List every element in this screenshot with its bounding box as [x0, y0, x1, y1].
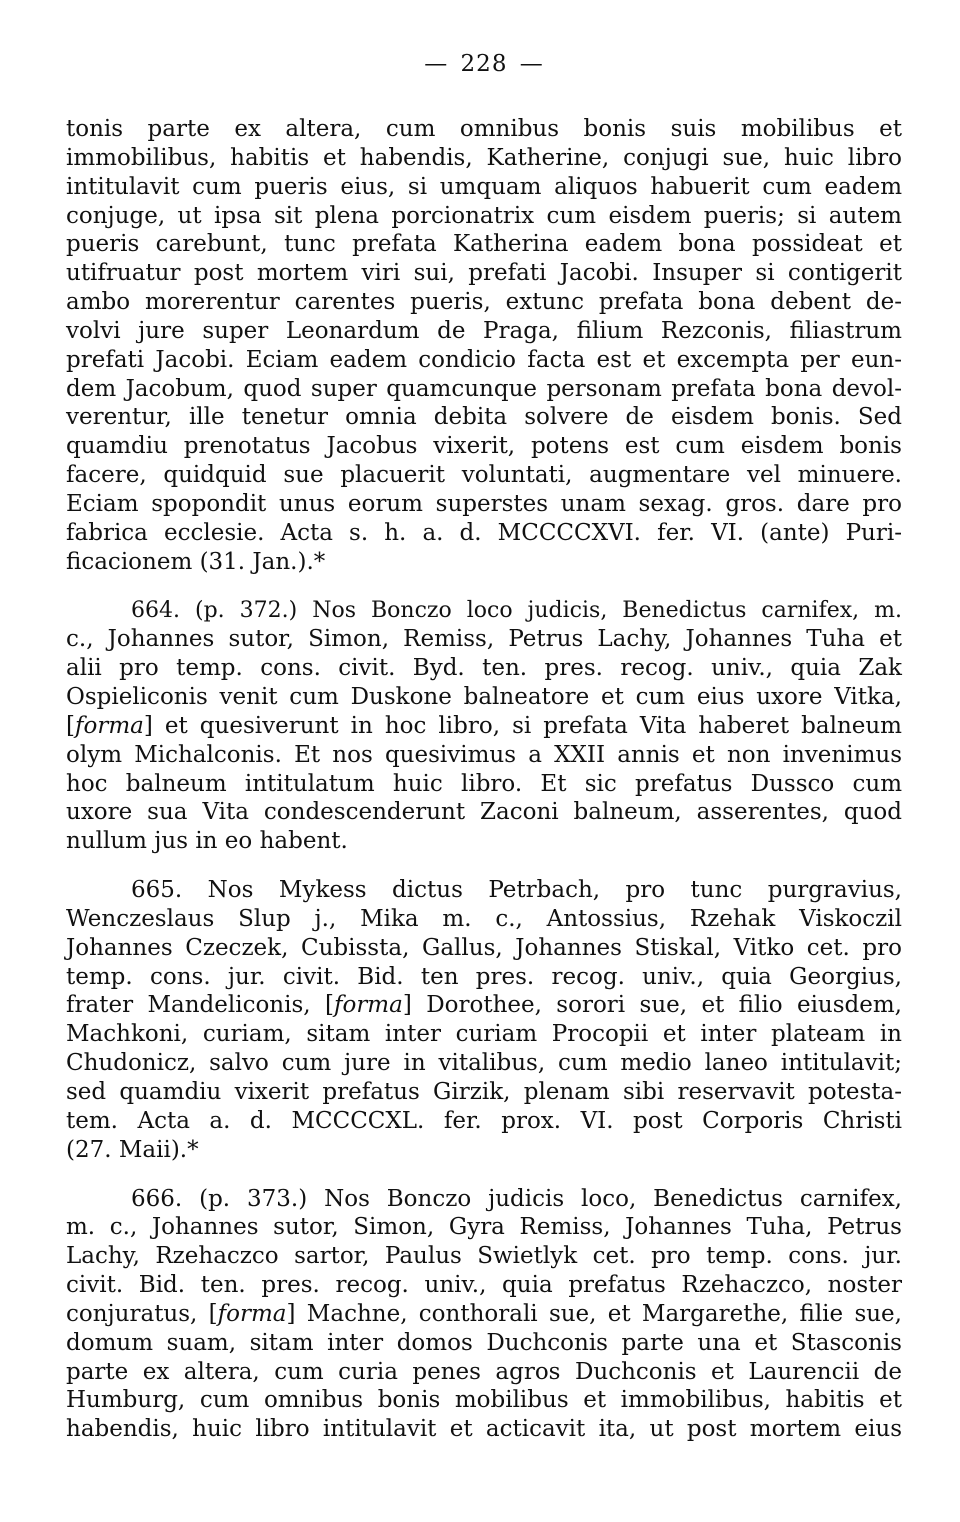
text-line: 664. (p. 372.) Nos Bonczo loco judicis, Benedictus carnifex, m. — [131, 597, 902, 623]
text-line: volvi jure super Leonardum de Praga, filium Rezconis, filiastrum — [66, 317, 902, 344]
text-line: sed quamdiu vixerit prefatus Girzik, plenam sibi reservavit potesta- — [66, 1079, 902, 1105]
text-line: intitulavit cum pueris eius, si umquam aliquos habuerit cum eadem — [66, 173, 902, 200]
text-line: 666. (p. 373.) Nos Bonczo judicis loco, Benedictus carnifex, — [131, 1185, 902, 1212]
text-line: quamdiu prenotatus Jacobus vixerit, potens est cum eisdem bonis — [66, 433, 902, 460]
text-line: tem. Acta a. d. MCCCCXL. fer. prox. VI. post Corporis Christi — [66, 1107, 902, 1134]
text-line: fabrica ecclesie. Acta s. h. a. d. MCCCCXVI. fer. VI. (ante) Puri- — [66, 519, 902, 546]
text-line: 665. Nos Mykess dictus Petrbach, pro tunc purgravius, — [131, 877, 902, 904]
text-line: facere, quidquid sue placuerit voluntati, augmentare vel minuere. — [66, 462, 902, 489]
text-line: frater Mandeliconis, [forma] Dorothee, sorori sue, et filio eiusdem, — [66, 992, 902, 1019]
paragraph-continuation — [66, 115, 902, 577]
text-line: pueris carebunt, tunc prefata Katherina eadem bona possideat et — [66, 231, 902, 258]
text-line: Eciam spopondit unus eorum superstes unam sexag. gros. dare pro — [66, 490, 902, 517]
text-line: m. c., Johannes sutor, Simon, Gyra Remiss, Johannes Tuha, Petrus — [66, 1214, 902, 1241]
page-number-right-dash: — — [519, 51, 544, 77]
text-line: ambo morerentur carentes pueris, extunc prefata bona debent de- — [66, 289, 902, 316]
text-line: alii pro temp. cons. civit. Byd. ten. pres. recog. univ., quia Zak — [66, 655, 902, 682]
text-line: Lachy, Rzehaczco sartor, Paulus Swietlyk cet. pro temp. cons. jur. — [66, 1243, 902, 1270]
text-line: Johannes Czeczek, Cubissta, Gallus, Johannes Stiskal, Vitko cet. pro — [66, 934, 902, 961]
text-line: (27. Maii).* — [66, 1136, 199, 1163]
text-line: civit. Bid. ten. pres. recog. univ., quia prefatus Rzehaczco, noster — [66, 1272, 902, 1299]
forma-marker: forma — [333, 992, 403, 1019]
forma-marker: forma — [217, 1300, 287, 1327]
paragraph-entry-666 — [66, 1185, 902, 1445]
text-line: conjuratus, [forma] Machne, conthorali sue, et Margarethe, filie sue, — [66, 1300, 902, 1327]
text-line: Humburg, cum omnibus bonis mobilibus et immobilibus, habitis et — [66, 1387, 902, 1414]
text-line: domum suam, sitam inter domos Duchconis parte una et Stasconis — [66, 1329, 902, 1356]
forma-marker: forma — [74, 712, 144, 739]
text-line: nullum jus in eo habent. — [66, 828, 348, 855]
text-line: Chudonicz, salvo cum jure in vitalibus, cum medio laneo intitulavit; — [66, 1050, 902, 1077]
text-line: dem Jacobum, quod super quamcunque personam prefata bona devol- — [66, 375, 902, 402]
text-line: Wenczeslaus Slup j., Mika m. c., Antossius, Rzehak Viskoczil — [66, 905, 902, 932]
text-line: ficacionem (31. Jan.).* — [66, 548, 326, 575]
text-line: tonis parte ex altera, cum omnibus bonis suis mobilibus et — [66, 116, 902, 142]
page-number-value: 228 — [460, 51, 508, 77]
page-number-left-dash: — — [424, 51, 449, 77]
paragraph-entry-665 — [66, 876, 902, 1164]
text-line: uxore sua Vita condescenderunt Zaconi balneum, asserentes, quod — [66, 799, 902, 826]
text-line: prefati Jacobi. Eciam eadem condicio facta est et excempta per eun- — [66, 346, 902, 373]
text-line: parte ex altera, cum curia penes agros Duchconis et Laurencii de — [66, 1358, 902, 1385]
text-line: verentur, ille tenetur omnia debita solvere de eisdem bonis. Sed — [66, 404, 902, 431]
text-line: Ospieliconis venit cum Duskone balneatore et cum eius uxore Vitka, — [66, 684, 902, 711]
text-line: immobilibus, habitis et habendis, Katherine, conjugi sue, huic libro — [66, 144, 902, 171]
paragraph-entry-664 — [66, 597, 902, 857]
text-line: temp. cons. jur. civit. Bid. ten pres. recog. univ., quia Georgius, — [66, 963, 902, 990]
text-line: hoc balneum intitulatum huic libro. Et sic prefatus Dussco cum — [66, 770, 902, 797]
entries — [66, 115, 902, 1444]
text-line: olym Michalconis. Et nos quesivimus a XXII annis et non invenimus — [66, 741, 902, 768]
text-line: conjuge, ut ipsa sit plena porcionatrix cum eisdem pueris; si autem — [66, 202, 902, 229]
text-line: utifruatur post mortem viri sui, prefati Jacobi. Insuper si contigerit — [66, 260, 902, 287]
book-page — [66, 50, 902, 1444]
text-line: habendis, huic libro intitulavit et acticavit ita, ut post mortem eius — [66, 1416, 902, 1443]
text-line: [forma] et quesiverunt in hoc libro, si prefata Vita haberet balneum — [66, 712, 902, 739]
text-line: c., Johannes sutor, Simon, Remiss, Petrus Lachy, Johannes Tuha et — [66, 626, 902, 653]
page-number — [66, 50, 902, 78]
text-line: Machkoni, curiam, sitam inter curiam Procopii et inter plateam in — [66, 1021, 902, 1048]
